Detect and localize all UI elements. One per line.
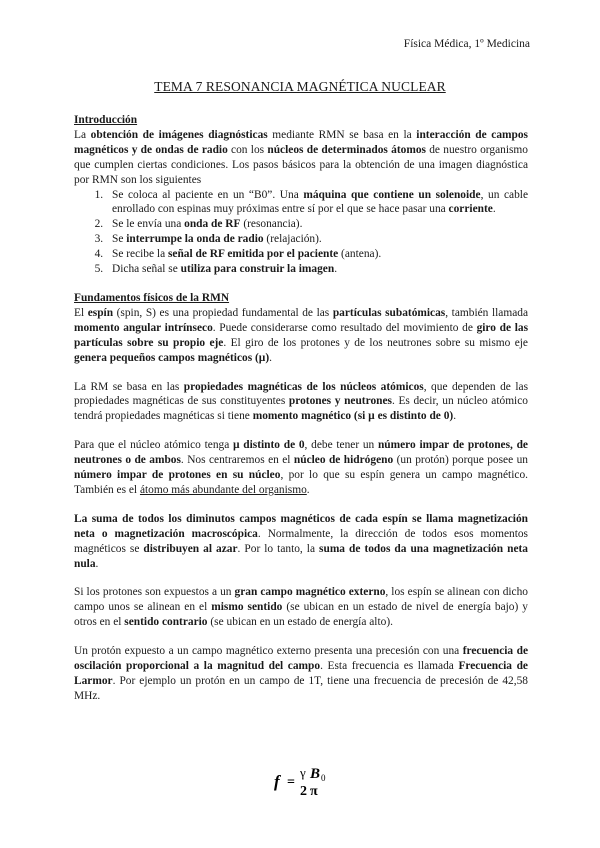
page-header: Física Médica, 1º Medicina	[403, 38, 530, 50]
formula-equals: =	[287, 775, 295, 790]
intro-paragraph: La obtención de imágenes diagnósticas mediante RMN se basa en la interacción de campos magnéticos y de ondas de radio con los núcleos de determinados átomos de nuestro organismo que cumplen ciertas condiciones. Los pasos básicos para la obtención de una imagen diagnóstica por RMN son los siguientes	[74, 128, 528, 186]
list-item: 1. Se coloca al paciente en un “B0”. Una máquina que contiene un solenoide, un cable enrollado con espinas muy próximas entre sí por el que se hace pasar una corriente.	[106, 188, 528, 218]
list-item: 5. Dicha señal se utiliza para construir la imagen.	[106, 262, 528, 277]
formula-pi: π	[310, 784, 318, 799]
formula-b: B	[310, 766, 321, 782]
paragraph-espin: El espín (spin, S) es una propiedad fundamental de las partículas subatómicas, también llamada momento angular intrínseco. Puede considerarse como resultado del movimiento de giro de las partículas sobre su propio eje. El giro de los protones y de los neutrones sobre su mismo eje genera pequeños campos magnéticos (µ).	[74, 306, 529, 364]
formula-subscript: 0	[321, 773, 326, 783]
section-heading-fundamentos: Fundamentos físicos de la RMN	[74, 291, 230, 304]
paragraph-larmor: Un protón expuesto a un campo magnético externo presenta una precesión con una frecuencia de oscilación proporcional a la magnitud del campo. Esta frecuencia es llamada Frecuencia de Larmor. Por ejemplo un protón en un campo de 1T, tiene una frecuencia de precesión de 42,58 MHz.	[74, 645, 529, 702]
list-item: 4. Se recibe la señal de RF emitida por el paciente (antena).	[106, 247, 528, 262]
larmor-formula	[274, 763, 364, 799]
steps-list	[74, 188, 528, 277]
list-item: 2. Se le envía una onda de RF (resonancia).	[106, 217, 528, 232]
paragraph-propiedades: La RM se basa en las propiedades magnéticas de los núcleos atómicos, que dependen de las propiedades magnéticas de sus constituyentes protones y neutrones. Es decir, un núcleo atómico tendrá propiedades magnéticas si tiene momento magnético (si µ es distinto de 0).	[74, 380, 529, 423]
list-item: 3. Se interrumpe la onda de radio (relajación).	[106, 232, 528, 247]
paragraph-magnetizacion: La suma de todos los diminutos campos magnéticos de cada espín se llama magnetización neta o magnetización macroscópica. Normalmente, la dirección de todos esos momentos magnéticos se distribuyen al azar. Por lo tanto, la suma de todos da una magnetización neta nula.	[74, 512, 528, 570]
document-body	[74, 113, 528, 704]
formula-two: 2	[300, 784, 307, 799]
paragraph-nucleo: Para que el núcleo atómico tenga µ distinto de 0, debe tener un número impar de protones, de neutrones o de ambos. Nos centraremos en el núcleo de hidrógeno (un protón) porque posee un número impar de protones en su núcleo, por lo que su espín genera un campo magnético. También es el átomo más abundante del organismo.	[74, 439, 528, 496]
formula-f: f	[274, 772, 280, 791]
page-title: TEMA 7 RESONANCIA MAGNÉTICA NUCLEAR	[154, 79, 446, 94]
paragraph-campo-externo: Si los protones son expuestos a un gran campo magnético externo, los espín se alinean con dicho campo unos se alinean en el mismo sentido (se ubican en un estado de nivel de energía bajo) y otros en el sentido contrario (se ubican en un estado de energía alto).	[74, 586, 528, 629]
formula-gamma: γ	[300, 765, 306, 780]
section-heading-intro: Introducción	[74, 114, 138, 126]
